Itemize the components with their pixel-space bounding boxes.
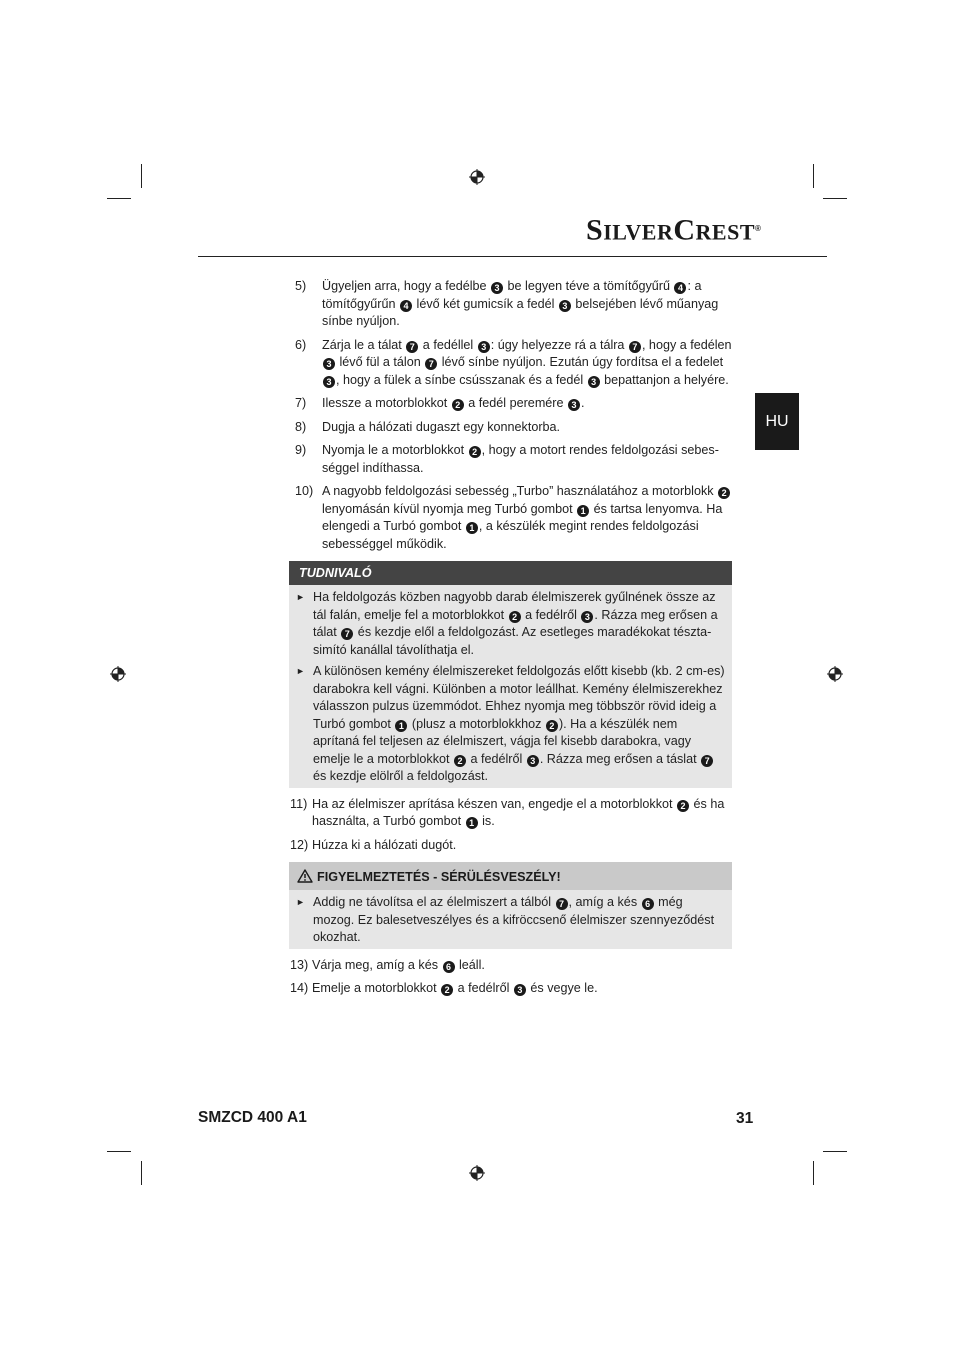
step-item: [290, 278, 732, 331]
warning-header: [289, 862, 732, 890]
bullet-text: Addig ne távolítsa el az élelmiszert a tálból 7 , amíg a kés 6 még mozog. Ez balesetveszélyes és a kifröccsenő élelmiszer szennyeződést okozhat.: [313, 895, 715, 944]
step-item: [290, 419, 732, 437]
crop-mark: [813, 1161, 814, 1185]
step-text: Ilessze a motorblokkot 2 a fedél peremére 3 .: [322, 396, 585, 410]
step-item: [290, 796, 732, 831]
part-number-badge: 3: [514, 984, 526, 996]
step-number: 8): [295, 419, 307, 434]
part-number-badge: 3: [323, 376, 335, 388]
part-number-badge: 4: [674, 282, 686, 294]
part-number-badge: 4: [400, 300, 412, 312]
crop-mark: [141, 164, 142, 188]
step-number: 11): [290, 796, 308, 811]
bullet-text: A különösen kemény élelmiszereket feldolgozás előtt kisebb (kb. 2 cm-es) darabokra kell vágni. Különben a motor leállhat. Kemény élelmiszerekhez válasszon pulzus üzemmódot. Ehhez nyomja meg többször rövid ideig a Turbó gombot 1 (plusz a motorblokkhoz 2 ). Ha a készülék nem aprítaná fel teljesen az élelmiszert, vágja fel kisebb darabokra, vagy emelje le a motorblokkot 2 a fedélről 3 . Rázza meg erősen a táslat 7 és kezdje elölről a feldolgozást.: [313, 664, 725, 783]
part-number-badge: 7: [629, 341, 641, 353]
step-number: 13): [290, 957, 309, 972]
part-number-badge: 7: [425, 358, 437, 370]
bullet-item: [289, 663, 732, 786]
step-text: Dugja a hálózati dugaszt egy konnektorba.: [322, 419, 561, 434]
steps-list: [290, 278, 732, 553]
steps-list: [290, 957, 732, 998]
brand-logo: SILVERCREST®: [586, 213, 762, 247]
step-text: A nagyobb feldolgozási sebesség „Turbo” használatához a motorblokk 2 lenyomásán kívül nyomja meg Turbó gombot 1 és tartsa lenyomva. Ha elengedi a Turbó gombot 1 , a készülék megint rendes feldolgozási sebességgel működik.: [322, 484, 731, 551]
registration-mark-icon: [827, 666, 843, 682]
part-number-badge: 3: [568, 399, 580, 411]
bullet-item: [289, 894, 732, 947]
step-text: Zárja le a tálat 7 a fedéllel 3 : úgy helyezze rá a tálra 7 , hogy a fedélen 3 lévő fül a tálon 7 lévő sínbe nyúljon. Ezután úgy fordítsa el a fedelet 3 , hogy a fülek a sínbe csússzanak és a fedél 3 bepattanjon a helyére.: [322, 337, 732, 387]
part-number-badge: 3: [588, 376, 600, 388]
crop-mark: [141, 1161, 142, 1185]
part-number-badge: 7: [406, 341, 418, 353]
step-number: 14): [290, 981, 309, 995]
part-number-badge: 6: [642, 898, 654, 910]
part-number-badge: 1: [466, 817, 478, 829]
step-text: Húzza ki a hálózati dugót.: [312, 837, 457, 852]
part-number-badge: 2: [718, 487, 730, 499]
part-number-badge: 6: [443, 961, 455, 973]
part-number-badge: 3: [559, 300, 571, 312]
warning-box: [289, 862, 732, 949]
crop-mark: [107, 198, 131, 199]
part-number-badge: 1: [466, 522, 478, 534]
step-item: [290, 395, 732, 413]
page-number: 31: [736, 1110, 754, 1127]
step-number: 10): [295, 484, 314, 498]
step-item: [290, 337, 732, 390]
step-number: 12): [290, 837, 309, 852]
steps-list: [290, 796, 732, 855]
footer-model: SMZCD 400 A1: [198, 1109, 307, 1126]
main-content: [290, 278, 732, 1004]
part-number-badge: 3: [581, 611, 593, 623]
part-number-badge: 2: [509, 611, 521, 623]
part-number-badge: 7: [556, 898, 568, 910]
step-item: [290, 483, 732, 553]
language-tab: HU: [755, 393, 799, 450]
part-number-badge: 2: [469, 446, 481, 458]
part-number-badge: 2: [454, 755, 466, 767]
step-text: Emelje a motorblokkot 2 a fedélről 3 és vegye le.: [312, 981, 598, 995]
bullet-arrow-icon: ►: [296, 592, 305, 602]
registration-mark-icon: [469, 1165, 485, 1181]
part-number-badge: 3: [478, 341, 490, 353]
bullet-item: [289, 589, 732, 659]
notice-title: TUDNIVALÓ: [289, 561, 732, 585]
crop-mark: [823, 1151, 847, 1152]
warning-title: FIGYELMEZTETÉS - SÉRÜLÉSVESZÉLY!: [317, 870, 561, 884]
step-text: Várja meg, amíg a kés 6 leáll.: [312, 957, 485, 972]
crop-mark: [107, 1151, 131, 1152]
warning-items: [289, 894, 732, 947]
warning-triangle-icon: [297, 869, 313, 883]
step-item: [290, 957, 732, 975]
part-number-badge: 7: [701, 755, 713, 767]
bullet-text: Ha feldolgozás közben nagyobb darab élelmiszerek gyűlnének össze az tál falán, emelje fel a motorblokkot 2 a fedélről 3 . Rázza meg erősen a tálat 7 és kezdje elől a feldolgozást. Az esetleges maradékokat tészta-simító kanállal távolíthatja el.: [313, 590, 718, 657]
registration-mark-icon: [110, 666, 126, 682]
crop-mark: [813, 164, 814, 188]
part-number-badge: 2: [441, 984, 453, 996]
step-number: 9): [295, 443, 307, 457]
part-number-badge: 2: [677, 800, 689, 812]
part-number-badge: 2: [452, 399, 464, 411]
bullet-arrow-icon: ►: [296, 666, 305, 676]
step-number: 5): [295, 279, 307, 293]
part-number-badge: 2: [546, 720, 558, 732]
header-rule: [198, 256, 827, 257]
notice-items: [289, 589, 732, 786]
step-item: [290, 442, 732, 477]
step-number: 7): [295, 396, 307, 410]
part-number-badge: 3: [491, 282, 503, 294]
crop-mark: [823, 198, 847, 199]
notice-box: [289, 561, 732, 788]
step-item: [290, 837, 732, 855]
part-number-badge: 3: [527, 755, 539, 767]
part-number-badge: 7: [341, 628, 353, 640]
step-item: [290, 980, 732, 998]
step-text: Ha az élelmiszer aprítása készen van, engedje el a motorblokkot 2 és ha használta, a Turbó gombot 1 is.: [312, 796, 725, 828]
part-number-badge: 3: [323, 358, 335, 370]
step-text: Ügyeljen arra, hogy a fedélbe 3 be legyen téve a tömítőgyűrű 4 : a tömítőgyűrűn 4 lévő két gumicsík a fedél 3 belsejében lévő műanyag sínbe nyúljon.: [322, 279, 719, 328]
step-number: 6): [295, 337, 307, 352]
part-number-badge: 1: [395, 720, 407, 732]
part-number-badge: 1: [577, 505, 589, 517]
registration-mark-icon: [469, 169, 485, 185]
step-text: Nyomja le a motorblokkot 2 , hogy a motort rendes feldolgozási sebes-séggel indíthassa.: [322, 443, 719, 475]
bullet-arrow-icon: ►: [296, 897, 305, 907]
